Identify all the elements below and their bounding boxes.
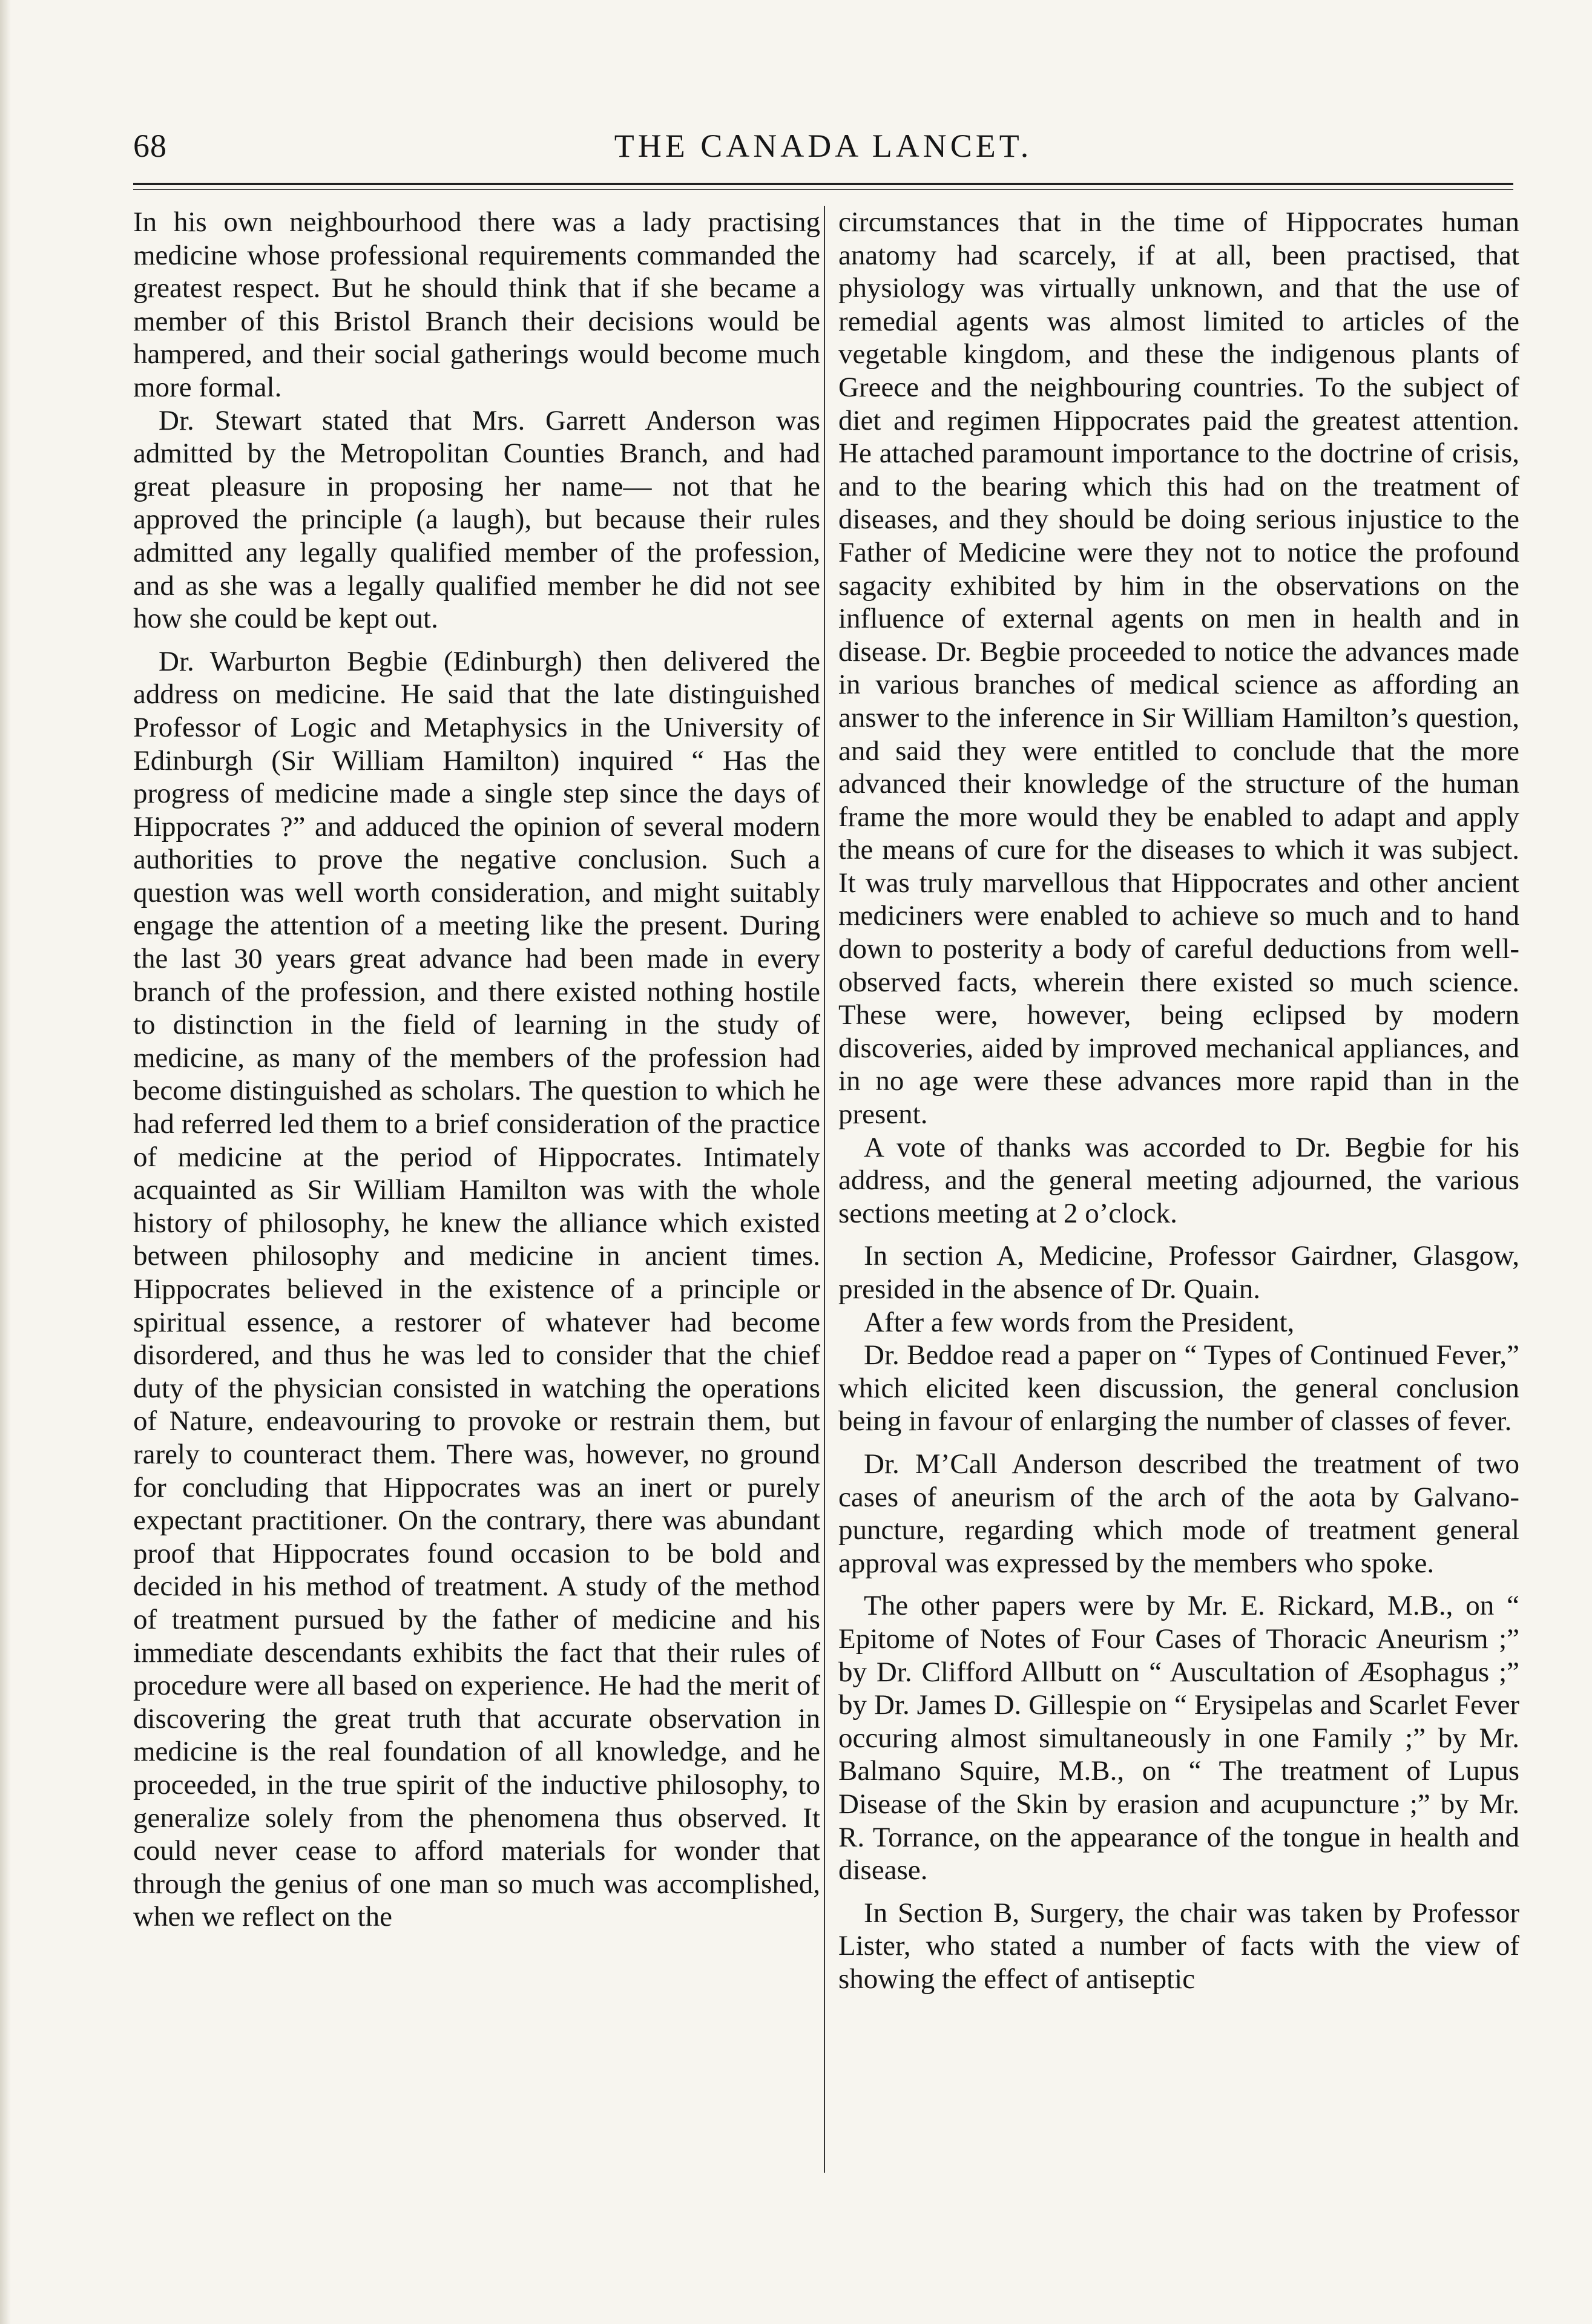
paragraph: In section A, Medicine, Professor Gairdner, Glasgow, presided in the absence of Dr. Quain. [838,1240,1519,1305]
paragraph: After a few words from the President, [864,1306,1295,1338]
column-divider [824,206,825,2173]
header-rule [133,183,1513,185]
paragraph: A vote of thanks was accorded to Dr. Begbie for his address, and the general meeting adjourned, the various sections meeting at 2 o’clock. [838,1131,1519,1229]
paragraph: Dr. Warburton Begbie (Edinburgh) then delivered the address on medicine. He said that the late distinguished Professor of Logic and Metaphysics in the University of Edinburgh (Sir William Hamilton) inquired “ Has the progress of medicine made a single step since the days of Hippocrates ?” and adduced the opinion of several modern authorities to prove the negative conclusion. Such a question was well worth consideration, and might suitably engage the attention of a meeting like the present. During the last 30 years great advance had been made in every branch of the profession, and there existed nothing hostile to distinction in the field of learning in the study of medicine, as many of the members of the profession had become distinguished as scholars. The question to which he had referred led them to a brief consideration of the practice of medicine at the period of Hippocrates. Intimately acquainted as Sir William Hamilton was with the whole history of philosophy, he knew the alliance which existed between philosophy and medicine in ancient times. Hippocrates believed in the existence of a principle or spiritual essence, a restorer of whatever had become disordered, and thus he was led to consider that the chief duty of the physician consisted in watching the operations of Nature, endeavouring to provoke or restrain them, but rarely to counteract them. There was, however, no ground for concluding that Hippocrates was an inert or purely expectant practitioner. On the contrary, there was abundant proof that Hippocrates found occasion to be bold and decided in his method of treatment. A study of the method of treatment pursued by the father of medicine and his immediate descendants exhibits the fact that their rules of procedure were all based on experience. He had the merit of discovering the great truth that accurate observation in medicine is the real foundation of all knowledge, and he proceeded, in the true spirit of the inductive philosophy, to generalize solely from the phenomena thus observed. It could never cease to afford materials for wonder that through the genius of one man so much was accomplished, when we reflect on the [133,645,820,1933]
paragraph: circumstances that in the time of Hippocrates human anatomy had scarcely, if at all, been practised, that physiology was virtually unknown, and that the use of remedial agents was almost limited to articles of the vegetable kingdom, and these the indigenous plants of Greece and the neighbouring countries. To the subject of diet and regimen Hippocrates paid the greatest attention. He attached paramount importance to the doctrine of crisis, and to the bearing which this had on the treatment of diseases, and they should be doing serious injustice to the Father of Medicine were they not to notice the profound sagacity exhibited by him in the observations on the influence of external agents on men in health and in disease. Dr. Begbie proceeded to notice the advances made in various branches of medical science as affording an answer to the inference in Sir William Hamilton’s question, and said they were entitled to conclude that the more advanced their knowledge of the structure of the human frame the more would they be enabled to adapt and apply the means of cure for the diseases to which it was subject. It was truly marvellous that Hippocrates and other ancient mediciners were enabled to achieve so much and to hand down to posterity a body of careful deductions from well-observed facts, wherein there existed so much science. These were, however, being eclipsed by modern discoveries, aided by improved mechanical appliances, and in no age were these advances more rapid than in the present. [838,206,1519,1131]
left-column [133,206,820,1934]
running-head: THE CANADA LANCET. [614,128,1033,164]
paragraph: The other papers were by Mr. E. Rickard, M.B., on “ Epitome of Notes of Four Cases of Thoracic Aneurism ;” by Dr. Clifford Allbutt on “ Auscultation of Æsophagus ;” by Dr. James D. Gillespie on “ Erysipelas and Scarlet Fever occuring almost simultaneously in one Family ;” by Mr. Balmano Squire, M.B., on “ The treatment of Lupus Disease of the Skin by erasion and acupuncture ;” by Mr. R. Torrance, on the appearance of the tongue in health and disease. [838,1590,1519,1886]
page-header [133,127,1513,182]
right-column [838,206,1519,1995]
page-number: 68 [133,128,167,164]
scan-edge [0,0,11,2324]
paragraph: Dr. M’Call Anderson described the treatment of two cases of aneurism of the arch of the aota by Galvano-puncture, regarding which mode of treatment general approval was expressed by the members who spoke. [838,1448,1519,1579]
header-rule-thin [133,189,1513,190]
paragraph: Dr. Stewart stated that Mrs. Garrett Anderson was admitted by the Metropolitan Counties Branch, and had great pleasure in proposing her name— not that he approved the principle (a laugh), but because their rules admitted any legally qualified member of the profession, and as she was a legally qualified member he did not see how she could be kept out. [133,404,820,635]
paragraph: In his own neighbourhood there was a lady practising medicine whose professional requirements commanded the greatest respect. But he should think that if she became a member of this Bristol Branch their decisions would be hampered, and their social gatherings would become much more formal. [133,206,820,403]
paragraph: Dr. Beddoe read a paper on “ Types of Continued Fever,” which elicited keen discussion, the general conclusion being in favour of enlarging the number of classes of fever. [838,1339,1519,1437]
paragraph: In Section B, Surgery, the chair was taken by Professor Lister, who stated a number of facts with the view of showing the effect of antiseptic [838,1897,1519,1995]
